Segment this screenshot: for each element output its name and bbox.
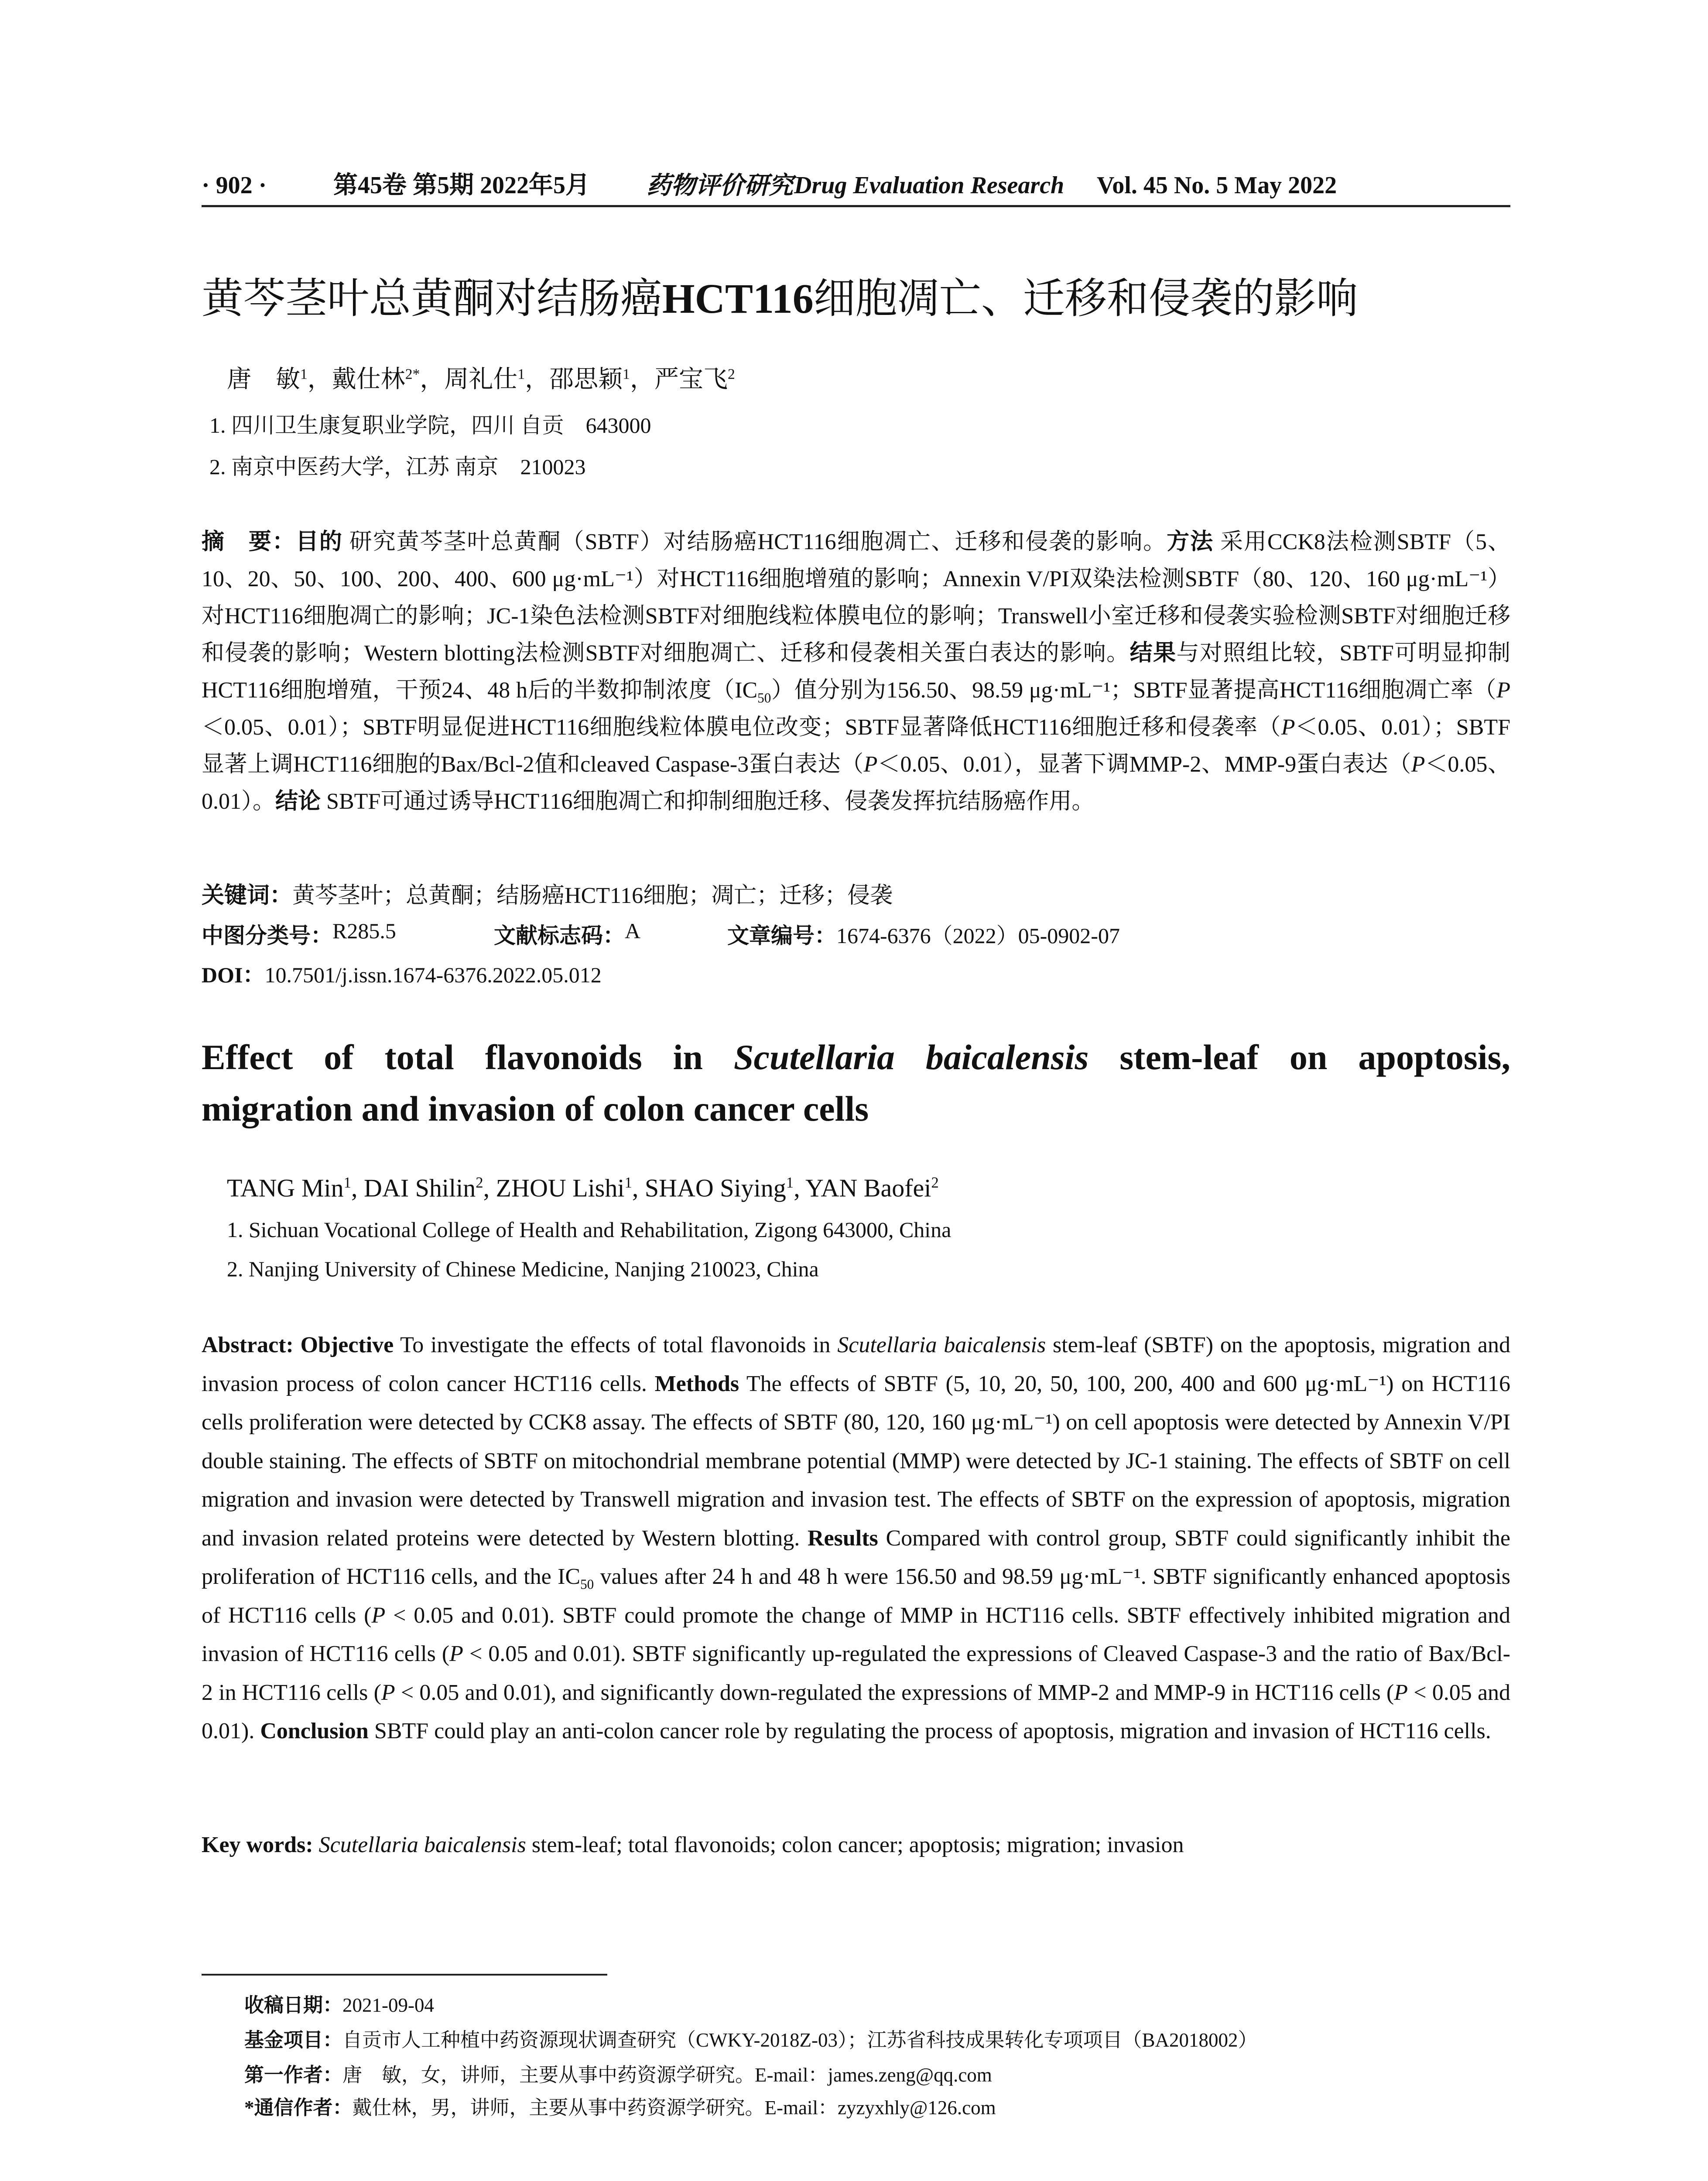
running-header	[202, 166, 1510, 205]
affiliation-en-2: 2. Nanjing University of Chinese Medicine, Nanjing 210023, China	[227, 1257, 819, 1281]
doi: DOI：10.7501/j.issn.1674-6376.2022.05.012	[202, 963, 602, 987]
affiliation-cn-2: 2. 南京中医药大学，江苏 南京 210023	[209, 455, 586, 479]
abstract-en: Abstract: Objective To investigate the effects of total flavonoids in Scutellaria baicalensis stem-leaf (SBTF) on the apoptosis, migration and invasion process of colon cancer HCT116 cells. Methods The effects of SBTF (5, 10, 20, 50, 100, 200, 400 and 600 μg·mL⁻¹) on HCT116 cells proliferation were detected by CCK8 assay. The effects of SBTF (80, 120, 160 μg·mL⁻¹) on cell apoptosis were detected by Annexin V/PI double staining. The effects of SBTF on mitochondrial membrane potential (MMP) were detected by JC-1 staining. The effects of SBTF on cell migration and invasion were detected by Transwell migration and invasion test. The effects of SBTF on the expression of apoptosis, migration and invasion related proteins were detected by Western blotting. Results Compared with control group, SBTF could significantly inhibit the proliferation of HCT116 cells, and the $IC_{50}$ values after 24 h and 48 h were 156.50 and 98.59 μg·mL⁻¹. SBTF significantly enhanced apoptosis of HCT116 cells (P < 0.05 and 0.01). SBTF could promote the change of MMP in HCT116 cells. SBTF effectively inhibited migration and invasion of HCT116 cells (P < 0.05 and 0.01). SBTF significantly up-regulated the expressions of Cleaved Caspase-3 and the ratio of Bax/Bcl-2 in HCT116 cells (P < 0.05 and 0.01), and significantly down-regulated the expressions of MMP-2 and MMP-9 in HCT116 cells (P < 0.05 and 0.01). Conclusion SBTF could play an anti-colon cancer role by regulating the process of apoptosis, migration and invasion of HCT116 cells.	[202, 1333, 1511, 1743]
keywords-cn: 关键词：黄芩茎叶；总黄酮；结肠癌HCT116细胞；凋亡；迁移；侵袭	[202, 883, 893, 908]
author: YAN Baofei	[805, 1174, 931, 1202]
abstract-cn: 摘 要：目的 研究黄芩茎叶总黄酮（SBTF）对结肠癌HCT116细胞凋亡、迁移和侵袭的影响。方法 采用CCK8法检测SBTF（5、10、20、50、100、200、400、600 μg·mL⁻¹）对HCT116细胞增殖的影响；Annexin V/PI双染法检测SBTF（80、120、160 μg·mL⁻¹）对HCT116细胞凋亡的影响；JC-1染色法检测SBTF对细胞线粒体膜电位的影响；Transwell小室迁移和侵袭实验检测SBTF对细胞迁移和侵袭的影响；Western blotting法检测SBTF对细胞凋亡、迁移和侵袭相关蛋白表达的影响。结果与对照组比较，SBTF可明显抑制HCT116细胞增殖，干预24、48 h后的半数抑制浓度$(IC_{50})$值分别为156.50、98.59 μg·mL⁻¹；SBTF显著提高HCT116细胞凋亡率（P＜0.05、0.01）；SBTF明显促进HCT116细胞线粒体膜电位改变；SBTF显著降低HCT116细胞迁移和侵袭率（P＜0.05、0.01）；SBTF显著上调HCT116细胞的Bax/Bcl-2值和cleaved Caspase-3蛋白表达（P＜0.05、0.01），显著下调MMP-2、MMP-9蛋白表达（P＜0.05、0.01）。结论 SBTF可通过诱导HCT116细胞凋亡和抑制细胞迁移、侵袭发挥抗结肠癌作用。	[202, 530, 1510, 814]
journal-name-en: Drug Evaluation Research	[794, 172, 1065, 199]
author: 周礼仕	[444, 366, 518, 393]
author: 邵思颖	[549, 366, 623, 393]
affiliation-en-1: 1. Sichuan Vocational College of Health and Rehabilitation, Zigong 643000, China	[227, 1217, 952, 1242]
journal-logo: 药物评价研究	[647, 171, 793, 200]
footnote-rule	[202, 1974, 607, 1976]
author: TANG Min	[227, 1174, 344, 1202]
page-number: · 902 ·	[202, 172, 267, 199]
footnote-corresponding-author: *通信作者：戴仕林，男，讲师，主要从事中药资源学研究。E-mail：zyzyxhly@126.com	[244, 2097, 996, 2119]
author: DAI Shilin	[364, 1174, 476, 1202]
affiliation-cn-1: 1. 四川卫生康复职业学院，四川 自贡 643000	[209, 413, 651, 438]
author: 唐 敏	[227, 366, 300, 393]
authors-cn: 唐 敏$^1$，戴仕林$^{2*}$，周礼仕$^1$，邵思颖$^1$，严宝飞$^2$	[227, 366, 735, 393]
author: 戴仕林	[332, 366, 405, 393]
volume-en: Vol. 45 No. 5 May 2022	[1097, 172, 1337, 199]
volume-cn: 第45卷 第5期 2022年5月	[333, 172, 590, 199]
footnote-first-author: 第一作者：唐 敏，女，讲师，主要从事中药资源学研究。E-mail：james.zeng@qq.com	[244, 2064, 992, 2086]
keywords-en: Key words: Scutellaria baicalensis stem-leaf; total flavonoids; colon cancer; apoptosis; migration; invasion	[202, 1832, 1184, 1857]
author: ZHOU Lishi	[496, 1174, 625, 1202]
footnote-received: 收稿日期：2021-09-04	[244, 1994, 434, 2016]
title-cn: 黄芩茎叶总黄酮对结肠癌HCT116细胞凋亡、迁移和侵袭的影响	[202, 275, 1358, 322]
author: SHAO Siying	[644, 1174, 786, 1202]
header-rule	[202, 205, 1510, 207]
authors-en: TANG Min$^1$, DAI Shilin$^2$, ZHOU Lishi$^1$, SHAO Siying$^1$, YAN Baofei$^2$	[227, 1174, 939, 1202]
author: 严宝飞	[654, 366, 728, 393]
footnote-fund: 基金项目：自贡市人工种植中药资源现状调查研究（CWKY-2018Z-03）；江苏省科技成果转化专项项目（BA2018002）	[244, 2029, 1258, 2051]
title-en: Effect of total flavonoids in Scutellaria baicalensis stem-leaf on apoptosis, migration and invasion of colon cancer cells	[202, 1037, 1510, 1128]
